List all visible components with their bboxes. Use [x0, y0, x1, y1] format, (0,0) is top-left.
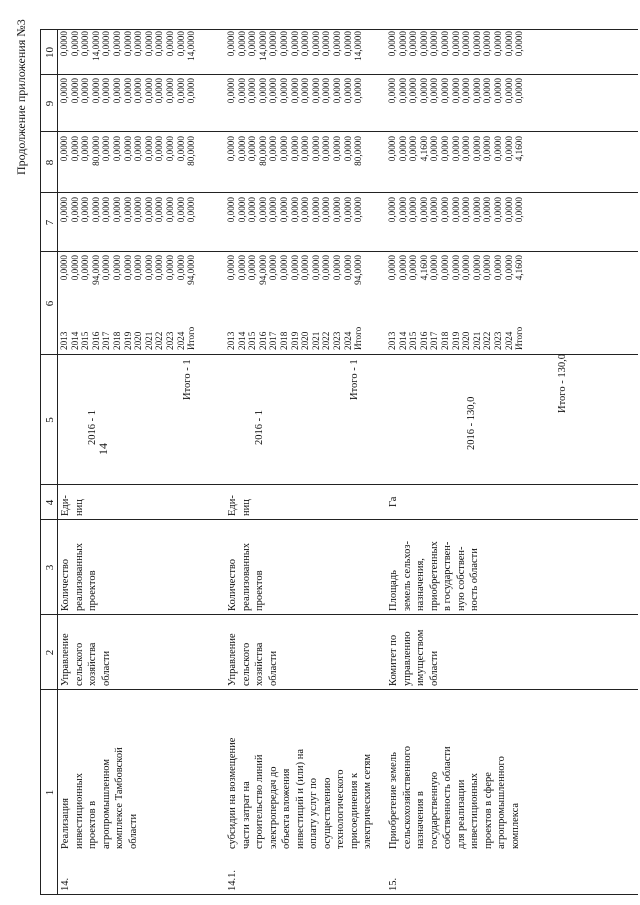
year-label: 2017: [101, 331, 112, 350]
value-cell: 0,0000: [278, 136, 289, 162]
value-cell: 80,0000: [186, 136, 197, 166]
value-cell: 0,0000: [397, 197, 408, 223]
table-left-border: [40, 894, 638, 895]
value-cell: 94,0000: [186, 255, 197, 285]
value-cell: 0,0000: [514, 31, 525, 57]
value-cell: 0,0000: [175, 197, 186, 223]
value-cell: 0,0000: [418, 197, 429, 223]
value-cell: 80,0000: [257, 136, 268, 166]
value-cell: 94,0000: [257, 255, 268, 285]
executor: Управление сельского хозяйства области: [227, 633, 279, 686]
value-cell: 0,0000: [300, 197, 311, 223]
page-number: 14: [96, 443, 110, 455]
value-cell: 0,0000: [482, 31, 493, 57]
value-cell: 0,0000: [111, 31, 122, 57]
plan-total: Итого - 130,0: [557, 354, 568, 413]
value-cell: 80,0000: [90, 136, 101, 166]
year-label: 2022: [482, 331, 493, 350]
value-cell: 0,0000: [133, 78, 144, 104]
year-label: 2021: [471, 331, 482, 350]
value-cell: 0,0000: [236, 136, 247, 162]
value-cell: 0,0000: [111, 197, 122, 223]
year-label: 2018: [111, 331, 122, 350]
indicator-name: Количество реализованных проектов: [60, 542, 98, 611]
value-cell: 0,0000: [321, 78, 332, 104]
value-cell: 0,0000: [175, 31, 186, 57]
value-cell: 0,0000: [408, 31, 419, 57]
value-cell: 0,0000: [471, 136, 482, 162]
value-cell: 0,0000: [514, 197, 525, 223]
value-cell: 0,0000: [236, 255, 247, 281]
value-cell: 0,0000: [175, 136, 186, 162]
value-cell: 0,0000: [353, 197, 364, 223]
year-label: 2017: [429, 331, 440, 350]
col6-values: [226, 255, 364, 305]
value-cell: 0,0000: [133, 255, 144, 281]
value-cell: 0,0000: [418, 31, 429, 57]
value-cell: 0,0000: [226, 255, 236, 281]
value-cell: 0,0000: [300, 31, 311, 57]
value-cell: 0,0000: [268, 255, 279, 281]
col-divider-2-3: [40, 614, 638, 615]
value-cell: 0,0000: [154, 255, 165, 281]
value-cell: 0,0000: [101, 78, 112, 104]
value-cell: 0,0000: [122, 31, 133, 57]
value-cell: 0,0000: [69, 197, 80, 223]
value-cell: 0,0000: [143, 136, 154, 162]
col10-values: [226, 31, 364, 74]
value-cell: 0,0000: [247, 255, 258, 281]
value-cell: 0,0000: [101, 197, 112, 223]
year-label: 2024: [342, 331, 353, 350]
activity-name: Приобретение земель сельскохозяйственного назначения в государственную собственность области для реализации инвестиционных проектов в сфере агропромышленного комплекса: [388, 746, 521, 849]
value-cell: 0,0000: [387, 136, 397, 162]
value-cell: 0,0000: [289, 31, 300, 57]
value-cell: 0,0000: [331, 255, 342, 281]
value-cell: 0,0000: [387, 197, 397, 223]
value-cell: 0,0000: [408, 78, 419, 104]
value-cell: 0,0000: [278, 31, 289, 57]
value-cell: 0,0000: [143, 78, 154, 104]
value-cell: 0,0000: [80, 136, 91, 162]
column-header-7: 7: [44, 219, 56, 226]
value-cell: 4,1600: [514, 136, 525, 162]
year-label: 2013: [226, 331, 236, 350]
value-cell: 0,0000: [450, 31, 461, 57]
value-cell: 0,0000: [321, 136, 332, 162]
indicator-name: Площадь земель сельхоз- назначения, приобретенных в государствен- ную собствен- ность области: [388, 541, 480, 611]
col-divider-8-9: [40, 131, 638, 132]
value-cell: 0,0000: [342, 31, 353, 57]
year-label: 2021: [310, 331, 321, 350]
col-divider-1-2: [40, 689, 638, 690]
value-cell: 0,0000: [247, 31, 258, 57]
value-cell: 0,0000: [471, 31, 482, 57]
activity-name: Реализация инвестиционных проектов в агропромышленном комплексе Тамбовской области: [60, 747, 139, 849]
col6-values: [387, 255, 525, 305]
value-cell: 0,0000: [331, 31, 342, 57]
value-cell: 0,0000: [111, 78, 122, 104]
value-cell: 4,1600: [418, 136, 429, 162]
value-cell: 0,0000: [310, 136, 321, 162]
value-cell: 14,0000: [186, 31, 197, 61]
value-cell: 0,0000: [408, 136, 419, 162]
value-cell: 0,0000: [429, 31, 440, 57]
value-cell: 0,0000: [101, 136, 112, 162]
year-list: [226, 327, 364, 350]
value-cell: 0,0000: [175, 78, 186, 104]
year-label: 2016: [90, 331, 101, 350]
column-header-1: 1: [44, 789, 56, 796]
year-label: 2022: [154, 331, 165, 350]
year-label: 2016: [418, 331, 429, 350]
value-cell: 0,0000: [342, 78, 353, 104]
value-cell: 0,0000: [471, 197, 482, 223]
value-cell: 0,0000: [503, 197, 514, 223]
value-cell: 0,0000: [226, 31, 236, 57]
value-cell: 0,0000: [397, 31, 408, 57]
column-header-8: 8: [44, 159, 56, 166]
value-cell: 0,0000: [154, 31, 165, 57]
value-cell: 0,0000: [492, 78, 503, 104]
value-cell: 0,0000: [408, 255, 419, 281]
value-cell: 4,1600: [418, 255, 429, 281]
value-cell: 0,0000: [186, 78, 197, 104]
value-cell: 0,0000: [503, 136, 514, 162]
value-cell: 0,0000: [450, 136, 461, 162]
value-cell: 0,0000: [122, 197, 133, 223]
value-cell: 0,0000: [482, 136, 493, 162]
column-header-6: 6: [44, 300, 56, 307]
row-number: 14.: [60, 877, 71, 891]
year-label: 2013: [387, 331, 397, 350]
value-cell: 0,0000: [450, 197, 461, 223]
value-cell: 0,0000: [122, 136, 133, 162]
value-cell: 0,0000: [492, 136, 503, 162]
value-cell: 94,0000: [90, 255, 101, 285]
value-cell: 0,0000: [236, 78, 247, 104]
value-cell: 0,0000: [101, 31, 112, 57]
value-cell: 0,0000: [122, 78, 133, 104]
value-cell: 0,0000: [143, 255, 154, 281]
col6-values: [59, 255, 197, 305]
value-cell: 0,0000: [471, 255, 482, 281]
row-number: 14.1.: [227, 870, 238, 891]
year-label: 2024: [503, 331, 514, 350]
value-cell: 0,0000: [418, 78, 429, 104]
table-top-border: [40, 30, 41, 895]
value-cell: 0,0000: [80, 255, 91, 281]
value-cell: 0,0000: [461, 255, 472, 281]
column-header-10: 10: [44, 47, 56, 58]
value-cell: 0,0000: [257, 78, 268, 104]
value-cell: 0,0000: [278, 78, 289, 104]
year-list: [59, 327, 197, 350]
col-divider-7-8: [40, 192, 638, 193]
value-cell: 14,0000: [257, 31, 268, 61]
value-cell: 0,0000: [342, 197, 353, 223]
col10-values: [59, 31, 197, 74]
value-cell: 0,0000: [133, 197, 144, 223]
value-cell: 0,0000: [321, 197, 332, 223]
value-cell: 0,0000: [342, 255, 353, 281]
value-cell: 0,0000: [59, 136, 69, 162]
value-cell: 0,0000: [461, 31, 472, 57]
value-cell: 0,0000: [236, 31, 247, 57]
value-cell: 0,0000: [439, 255, 450, 281]
value-cell: 0,0000: [278, 255, 289, 281]
value-cell: 0,0000: [111, 255, 122, 281]
value-cell: 0,0000: [342, 136, 353, 162]
value-cell: 0,0000: [300, 78, 311, 104]
value-cell: 0,0000: [429, 197, 440, 223]
value-cell: 0,0000: [461, 78, 472, 104]
value-cell: 0,0000: [122, 255, 133, 281]
value-cell: 0,0000: [164, 78, 175, 104]
col-divider-4-5: [40, 484, 638, 485]
year-label: 2014: [69, 331, 80, 350]
value-cell: 0,0000: [408, 197, 419, 223]
year-label: 2021: [143, 331, 154, 350]
value-cell: 0,0000: [429, 136, 440, 162]
value-cell: 4,1600: [514, 255, 525, 281]
value-cell: 0,0000: [387, 78, 397, 104]
value-cell: 0,0000: [69, 255, 80, 281]
value-cell: 0,0000: [80, 31, 91, 57]
value-cell: 0,0000: [175, 255, 186, 281]
column-header-4: 4: [44, 499, 56, 506]
col-divider-3-4: [40, 519, 638, 520]
row-number: 15.: [388, 877, 399, 891]
year-label: 2023: [492, 331, 503, 350]
value-cell: 0,0000: [101, 255, 112, 281]
column-header-2: 2: [44, 649, 56, 656]
value-cell: 0,0000: [154, 197, 165, 223]
value-cell: 0,0000: [450, 255, 461, 281]
col7-values: [226, 197, 364, 250]
value-cell: 0,0000: [514, 78, 525, 104]
col10-values: [387, 31, 525, 74]
year-label: 2013: [59, 331, 69, 350]
value-cell: 0,0000: [503, 78, 514, 104]
unit: Еди- ниц: [60, 495, 85, 516]
value-cell: 0,0000: [69, 78, 80, 104]
column-header-5: 5: [44, 417, 56, 423]
col7-values: [387, 197, 525, 250]
year-label: 2014: [397, 331, 408, 350]
year-label: 2019: [450, 331, 461, 350]
value-cell: 0,0000: [164, 136, 175, 162]
col-divider-5-6: [40, 354, 638, 355]
value-cell: 0,0000: [154, 78, 165, 104]
column-header-3: 3: [44, 564, 56, 571]
year-label: 2015: [80, 331, 91, 350]
value-cell: 0,0000: [300, 255, 311, 281]
value-cell: 0,0000: [289, 78, 300, 104]
value-cell: 0,0000: [154, 136, 165, 162]
value-cell: 0,0000: [268, 78, 279, 104]
header-bottom-border: [57, 30, 58, 895]
col8-values: [59, 136, 197, 191]
year-label: 2020: [461, 331, 472, 350]
year-label: 2024: [175, 331, 186, 350]
col9-values: [387, 78, 525, 130]
year-label: 2019: [122, 331, 133, 350]
value-cell: 0,0000: [133, 136, 144, 162]
value-cell: 0,0000: [482, 255, 493, 281]
plan-value: 2016 - 130,0: [466, 396, 477, 450]
value-cell: 0,0000: [461, 136, 472, 162]
value-cell: 0,0000: [387, 31, 397, 57]
value-cell: 0,0000: [164, 197, 175, 223]
value-cell: 0,0000: [482, 78, 493, 104]
value-cell: 0,0000: [331, 197, 342, 223]
value-cell: 0,0000: [310, 78, 321, 104]
value-cell: 0,0000: [226, 136, 236, 162]
value-cell: 0,0000: [503, 255, 514, 281]
activity-name: субсидии на возмещение части затрат на строительство линий электропередач до объекта вложения инвестиций и (или) на оплату услуг по осуществлению технологического присоединения к электрическим сетям: [227, 737, 373, 849]
value-cell: 0,0000: [80, 197, 91, 223]
value-cell: 14,0000: [353, 31, 364, 61]
value-cell: 0,0000: [397, 255, 408, 281]
value-cell: 0,0000: [439, 31, 450, 57]
value-cell: 0,0000: [69, 136, 80, 162]
value-cell: 0,0000: [59, 78, 69, 104]
value-cell: 0,0000: [387, 255, 397, 281]
value-cell: 14,0000: [90, 31, 101, 61]
value-cell: 0,0000: [268, 31, 279, 57]
value-cell: 0,0000: [257, 197, 268, 223]
value-cell: 0,0000: [247, 197, 258, 223]
value-cell: 0,0000: [310, 255, 321, 281]
value-cell: 0,0000: [492, 197, 503, 223]
value-cell: 0,0000: [236, 197, 247, 223]
value-cell: 0,0000: [59, 255, 69, 281]
value-cell: 0,0000: [164, 255, 175, 281]
value-cell: 0,0000: [321, 31, 332, 57]
value-cell: 0,0000: [492, 255, 503, 281]
value-cell: 0,0000: [186, 197, 197, 223]
value-cell: 0,0000: [226, 78, 236, 104]
value-cell: 0,0000: [310, 197, 321, 223]
year-list: [387, 327, 525, 350]
indicator-name: Количество реализованных проектов: [227, 542, 265, 611]
value-cell: 0,0000: [429, 255, 440, 281]
value-cell: 0,0000: [133, 31, 144, 57]
year-label: Итого: [186, 326, 197, 350]
year-label: 2019: [289, 331, 300, 350]
value-cell: 0,0000: [397, 78, 408, 104]
value-cell: 0,0000: [111, 136, 122, 162]
value-cell: 0,0000: [278, 197, 289, 223]
value-cell: 0,0000: [226, 197, 236, 223]
annex-title: Продолжение приложения №3: [14, 19, 28, 175]
value-cell: 0,0000: [247, 136, 258, 162]
value-cell: 0,0000: [69, 31, 80, 57]
year-label: 2018: [439, 331, 450, 350]
value-cell: 0,0000: [289, 136, 300, 162]
table-right-border: [40, 29, 638, 30]
value-cell: 0,0000: [503, 31, 514, 57]
year-label: 2023: [331, 331, 342, 350]
plan-total: Итого - 1: [182, 359, 193, 400]
column-header-9: 9: [44, 100, 56, 107]
value-cell: 94,0000: [353, 255, 364, 285]
value-cell: 0,0000: [289, 255, 300, 281]
year-label: Итого: [353, 326, 364, 350]
value-cell: 0,0000: [450, 78, 461, 104]
year-label: 2015: [408, 331, 419, 350]
col-divider-9-10: [40, 74, 638, 75]
value-cell: 0,0000: [59, 31, 69, 57]
plan-total: Итого - 1: [349, 359, 360, 400]
year-label: 2016: [257, 331, 268, 350]
col9-values: [59, 78, 197, 130]
value-cell: 0,0000: [331, 136, 342, 162]
value-cell: 80,0000: [353, 136, 364, 166]
value-cell: 0,0000: [300, 136, 311, 162]
plan-value: 2016 - 1: [254, 410, 265, 445]
executor: Управление сельского хозяйства области: [60, 633, 112, 686]
year-label: 2017: [268, 331, 279, 350]
year-label: 2020: [300, 331, 311, 350]
plan-value: 2016 - 1: [87, 410, 98, 445]
value-cell: 0,0000: [429, 78, 440, 104]
value-cell: 0,0000: [247, 78, 258, 104]
col7-values: [59, 197, 197, 250]
year-label: 2018: [278, 331, 289, 350]
value-cell: 0,0000: [289, 197, 300, 223]
col8-values: [387, 136, 525, 191]
value-cell: 0,0000: [143, 197, 154, 223]
value-cell: 0,0000: [439, 78, 450, 104]
executor: Комитет по управлению имуществом области: [388, 629, 440, 686]
value-cell: 0,0000: [90, 78, 101, 104]
value-cell: 0,0000: [268, 197, 279, 223]
unit: Га: [388, 496, 399, 507]
col9-values: [226, 78, 364, 130]
year-label: 2014: [236, 331, 247, 350]
unit: Еди- ниц: [227, 495, 252, 516]
value-cell: 0,0000: [80, 78, 91, 104]
value-cell: 0,0000: [461, 197, 472, 223]
year-label: 2015: [247, 331, 258, 350]
value-cell: 0,0000: [164, 31, 175, 57]
value-cell: 0,0000: [331, 78, 342, 104]
value-cell: 0,0000: [59, 197, 69, 223]
value-cell: 0,0000: [268, 136, 279, 162]
value-cell: 0,0000: [310, 31, 321, 57]
year-label: 2020: [133, 331, 144, 350]
year-label: Итого: [514, 326, 525, 350]
value-cell: 0,0000: [439, 197, 450, 223]
year-label: 2022: [321, 331, 332, 350]
value-cell: 0,0000: [471, 78, 482, 104]
value-cell: 0,0000: [482, 197, 493, 223]
value-cell: 0,0000: [143, 31, 154, 57]
value-cell: 0,0000: [321, 255, 332, 281]
col-divider-6-7: [40, 251, 638, 252]
year-label: 2023: [164, 331, 175, 350]
col8-values: [226, 136, 364, 191]
value-cell: 0,0000: [492, 31, 503, 57]
value-cell: 0,0000: [397, 136, 408, 162]
value-cell: 0,0000: [90, 197, 101, 223]
value-cell: 0,0000: [439, 136, 450, 162]
value-cell: 0,0000: [353, 78, 364, 104]
